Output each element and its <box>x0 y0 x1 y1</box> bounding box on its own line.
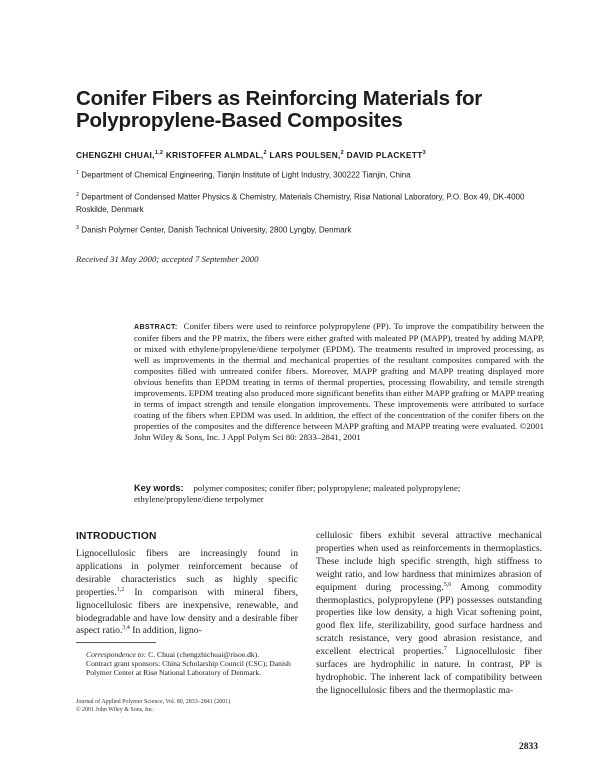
author-name: KRISTOFFER ALMDAL, <box>165 150 264 160</box>
body-text: cellulosic fibers exhibit several attractive mechanical properties when used as reinforcements in thermoplastics. These include high specific strength, high stiffness to weight ratio, and low hardness that minimizes abrasion of equipment during processing. <box>316 530 542 593</box>
copyright-line: © 2001 John Wiley & Sons, Inc. <box>76 706 155 713</box>
footnote-divider <box>76 642 156 643</box>
author-list <box>76 150 426 160</box>
affiliation-text: Department of Condensed Matter Physics & Chemistry, Materials Chemistry, Risø National Laboratory, P.O. Box 49, DK-4000 Roskilde, Denmark <box>76 192 525 215</box>
keywords <box>134 483 544 505</box>
affiliation-number: 2 <box>76 192 80 198</box>
footnotes <box>76 650 298 678</box>
affiliation-text: Danish Polymer Center, Danish Technical University, 2800 Lyngby, Denmark <box>81 225 352 235</box>
page-number: 2833 <box>519 742 538 752</box>
author-name: DAVID PLACKETT <box>346 150 423 160</box>
citation-ref: 3,4 <box>122 625 130 632</box>
author-affiliation-marker: 2 <box>340 150 344 157</box>
body-text: Lignocellulosic fiber surfaces are hydrophilic in nature. In contrast, PP is hydrophobic. The inherent lack of compatibility between the lignocellulosic fibers and the thermoplastic ma- <box>316 646 543 696</box>
abstract <box>134 321 544 444</box>
author-name: LARS POULSEN, <box>269 150 341 160</box>
intro-column-right <box>316 530 542 698</box>
affiliation-2 <box>76 189 556 217</box>
author-affiliation-marker: 1,2 <box>154 150 164 157</box>
body-text: Lignocellulosic fibers are increasingly found in applications in polymer reinforcement because of desirable characteristics such as highly specific properties. <box>76 548 298 598</box>
grant-note: Contract grant sponsors: China Scholarship Council (CSC); Danish Polymer Center at Risø National Laboratory of Denmark. <box>86 659 291 678</box>
intro-column-left <box>76 548 298 638</box>
article-title: Conifer Fibers as Reinforcing Materials for Polypropylene-Based Composites <box>76 87 483 132</box>
section-heading-introduction: INTRODUCTION <box>76 531 157 542</box>
journal-line: Journal of Applied Polymer Science, Vol. 80, 2833–2841 (2001) <box>76 699 231 705</box>
body-text: Among commodity thermoplastics, polypropylene (PP) possesses outstanding properties like low density, a high Vicat softening point, good flex life, sterilizability, good surface hardness and scratch resistance, very good abrasion resistance, and excellent electrical properties. <box>316 581 542 658</box>
affiliation-3 <box>76 222 556 237</box>
citation-ref: 5,6 <box>443 581 452 588</box>
author-affiliation-marker: 2 <box>263 150 267 157</box>
affiliation-text: Department of Chemical Engineering, Tianjin Institute of Light Industry, 300222 Tianjin, China <box>81 170 411 180</box>
body-text: In comparison with mineral fibers, lignocellulosic fibers are inexpensive, renewable, and biodegradable and have low density and a desirable fiber aspect ratio. <box>76 586 298 637</box>
author <box>269 150 344 160</box>
author <box>347 150 426 160</box>
author <box>76 150 163 160</box>
keywords-text: polymer composites; conifer fiber; polypropylene; maleated polypropylene; ethylene/propylene/diene terpolymer <box>134 483 461 505</box>
correspondence-text: C. Chuai (chengzhichuai@risoe.dk). <box>146 650 260 659</box>
body-text: In addition, ligno- <box>129 625 202 637</box>
affiliation-number: 1 <box>76 170 80 176</box>
abstract-text: Conifer fibers were used to reinforce polypropylene (PP). To improve the compatibility between the conifer fibers and the PP matrix, the fibers were either grafted with maleated PP (MAPP), treated by adding MAPP, or mixed with ethylene/propylene/diene terpolymer (EPDM). The treatments resulted in improved processing, as well as improvements in the thermal and mechanical properties of the resultant composites compared with the composites filled with untreated conifer fibers. Moreover, MAPP grafting and MAPP treating displayed more obvious benefits than EPDM treating in terms of thermal properties, processing flowability, and tensile strength improvements. EPDM treating also produced more significant benefits than either MAPP grafting or MAPP treating in terms of impact strength and tensile elongation improvements. These improvements were attributed to surface coating of the fibers when EPDM was used. In addition, the effect of the concentration of the conifer fibers on the properties of the composites and the difference between MAPP grafting and MAPP treating were evaluated. ©2001 John Wiley & Sons, Inc. J Appl Polym Sci 80: 2833–2841, 2001 <box>134 321 544 443</box>
author <box>166 150 267 160</box>
correspondence-label: Correspondence to: <box>86 650 147 659</box>
abstract-label: ABSTRACT: <box>134 324 178 331</box>
correspondence-note <box>76 650 298 659</box>
journal-citation <box>76 699 230 714</box>
author-affiliation-marker: 3 <box>422 150 426 157</box>
affiliation-1 <box>76 167 556 182</box>
affiliation-number: 3 <box>76 225 80 231</box>
keywords-label: Key words: <box>134 483 184 493</box>
citation-ref: 1,2 <box>116 586 125 593</box>
received-date: Received 31 May 2000; accepted 7 September 2000 <box>76 254 259 264</box>
author-name: CHENGZHI CHUAI, <box>76 150 155 160</box>
citation-ref: 7 <box>443 645 447 652</box>
